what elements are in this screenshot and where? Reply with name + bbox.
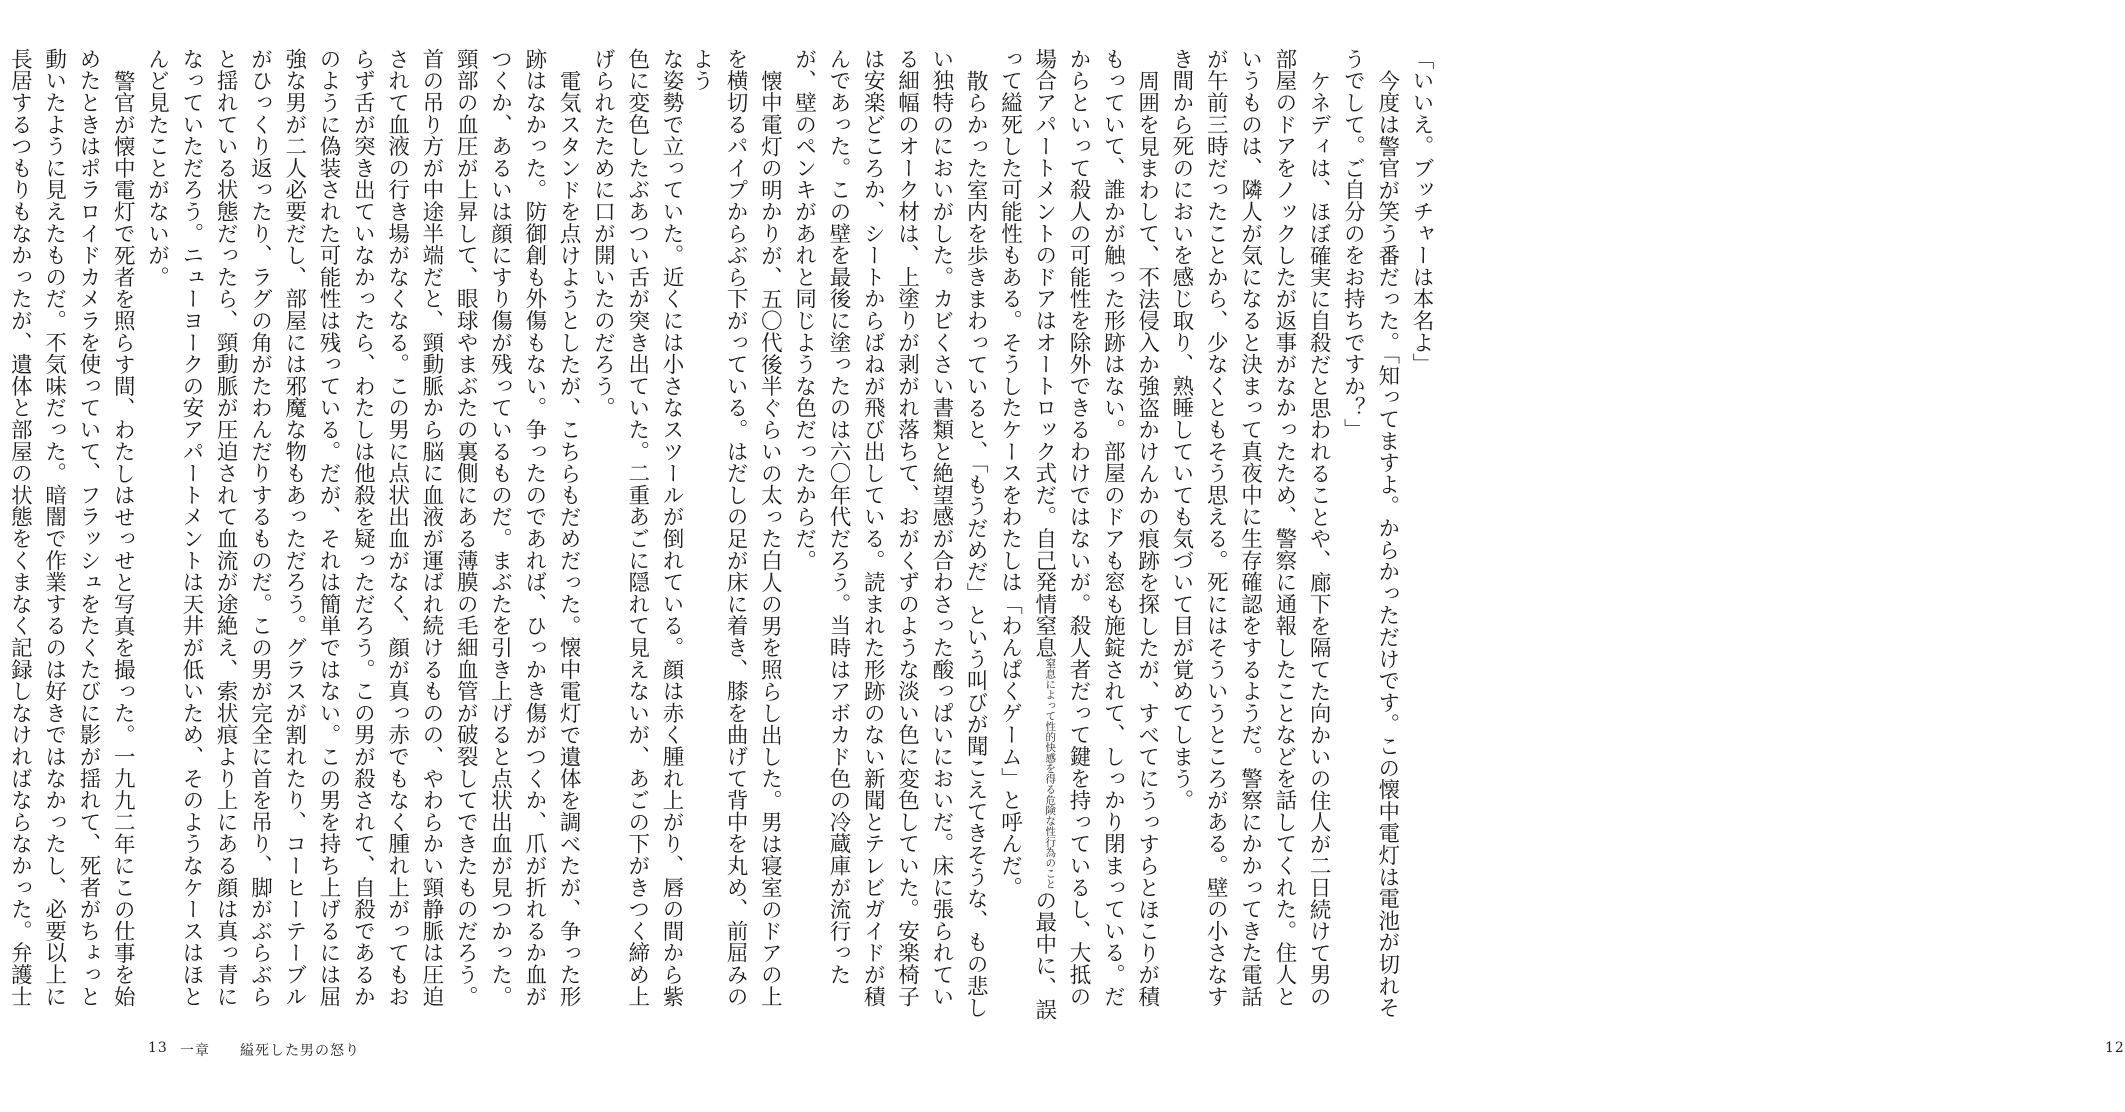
chapter-title: 縊死した男の怒り bbox=[240, 1043, 360, 1059]
paragraph: 「いいえ。ブッチャーは本名よ」 bbox=[1409, 48, 1434, 375]
paragraph-text: 周囲を見まわして、不法侵入か強盗かけんかの痕跡を探したが、すべてにうっすらとほこりが積もっていて、誰かが触った形跡はない。部屋のドアも窓も施錠されて、しっかり閉まっている。だからといって殺人の可能性を除外できるわけではないが。殺人者だって鍵を持っているし、大抵の場合アパートメントのドアはオートロック式だ。自己発情窒息 bbox=[1031, 48, 1160, 1008]
paragraph: 散らかった室内を歩きまわっていると、「もうだめだ」という叫びが聞こえてきそうな、もの悲しい独特のにおいがした。カビくさい書類と絶望感が合わさった酸っぱいにおいだ。床に張られている細幅のオーク材は、上塗りが剥がれ落ちて、おがくずのような淡い色に変色していた。安楽椅子は安楽どころか、シートからばねが飛び出している。読まれた形跡のない新聞とテレビガイドが積んであった。この壁を最後に塗ったのは六〇年代だろう。当時はアボカド色の冷蔵庫が流行ったが、壁のペンキがあれと同じような色だったからだ。 bbox=[791, 48, 989, 1018]
right-page bbox=[688, 0, 2125, 1112]
paragraph-text: の最中に、誤って縊死した可能性もある。そうしたケースをわたしは「わんぱくゲーム」と呼んだ。 bbox=[997, 48, 1057, 1021]
paragraph: ケネディは、ほぼ確実に自殺だと思われることや、廊下を隔てた向かいの住人が二日続けて男の部屋のドアをノックしたが返事がなかったため、警察に通報したことなどを話してくれた。住人というものは、隣人が気になると決まって真夜中に生存確認をするようだ。警察にかかってきた電話が午前三時だったことから、少なくともそう思える。死にはそういうところがある。壁の小さなすき間から死のにおいを感じ取り、熟睡していても気づいて目が覚めてしまう。 bbox=[1168, 48, 1332, 1008]
paragraph: な姿勢で立っていた。近くには小さなスツールが倒れている。顔は赤く腫れ上がり、唇の間から紫色に変色したぶあつい舌が突き出ていた。二重あごに隠れて見えないが、あごの下がきつく締め上げられたために口が開いたのだろう。 bbox=[590, 48, 684, 1008]
paragraph bbox=[992, 48, 1163, 1023]
left-page bbox=[0, 0, 750, 1112]
chapter-label: 一章 bbox=[180, 1043, 210, 1059]
paragraph: 懐中電灯の明かりが、五〇代後半ぐらいの太った白人の男を照らし出した。男は寝室のドアの上を横切るパイプからぶら下がっている。はだしの足が床に着き、膝を曲げて背中を丸め、前屈みのよう bbox=[688, 48, 783, 1008]
page-number: 12 bbox=[2105, 1040, 2125, 1056]
paragraph: 電気スタンドを点けようとしたが、こちらもだめだった。懐中電灯で遺体を調べたが、争った形跡はなかった。防御創も外傷もない。争ったのであれば、ひっかき傷がつくか、爪が折れるか血がつくか、あるいは顔にすり傷が残っているものだ。まぶたを引き上げると点状出血が見つかった。頸部の血圧が上昇して、眼球やまぶたの裏側にある薄膜の毛細血管が破裂してできたものだろう。首の吊り方が中途半端だと、頸動脈から脳に血液が運ばれ続けるものの、やわらかい頸静脈は圧迫されて血液の行き場がなくなる。この男に点状出血がなく、顔が真っ赤でもなく腫れ上がってもおらず舌が突き出ていなかったら、わたしは他殺を疑っただろう。この男が殺されて、自殺であるかのように偽装された可能性は残っている。だが、それは簡単ではない。この男を持ち上げるには屈強な男が二人必要だし、部屋には邪魔な物もあっただろう。グラスが割れたり、コーヒーテーブルがひっくり返ったり、ラグの角がたわんだりするものだ。この男が完全に首を吊り、脚がぶらぶらと揺れている状態だったら、頸動脈が圧迫されて血流が途絶え、索状痕より上にある顔は真っ青になっていただろう。ニューヨークの安アパートメントは天井が低いため、そのようなケースはほとんど見たことがないが。 bbox=[144, 48, 582, 1008]
paragraph: 警官が懐中電灯で死者を照らす間、わたしはせっせと写真を撮った。一九九二年にこの仕事を始めたときはポラロイドカメラを使っていて、フラッシュをたくたびに影が揺れて、死者がちょっと動いたように見えたものだ。不気味だった。暗闇で作業するのは好きではなかったし、必要以上に長居するつもりもなかったが、遺体と部屋の状態をくまなく記録しなければならなかった。弁護士 bbox=[7, 48, 136, 1008]
page-number: 13 bbox=[148, 1040, 168, 1056]
left-page-text bbox=[7, 48, 688, 1023]
right-page-text bbox=[688, 48, 1438, 1023]
inline-annotation: 窒息によって性的快感を得る危険な性行為のこと bbox=[1044, 658, 1057, 890]
paragraph: 今度は警官が笑う番だった。「知ってますよ。からかっただけです。この懐中電灯は電池が切れそうでして。ご自分のをお持ちですか？」 bbox=[1340, 48, 1400, 1018]
